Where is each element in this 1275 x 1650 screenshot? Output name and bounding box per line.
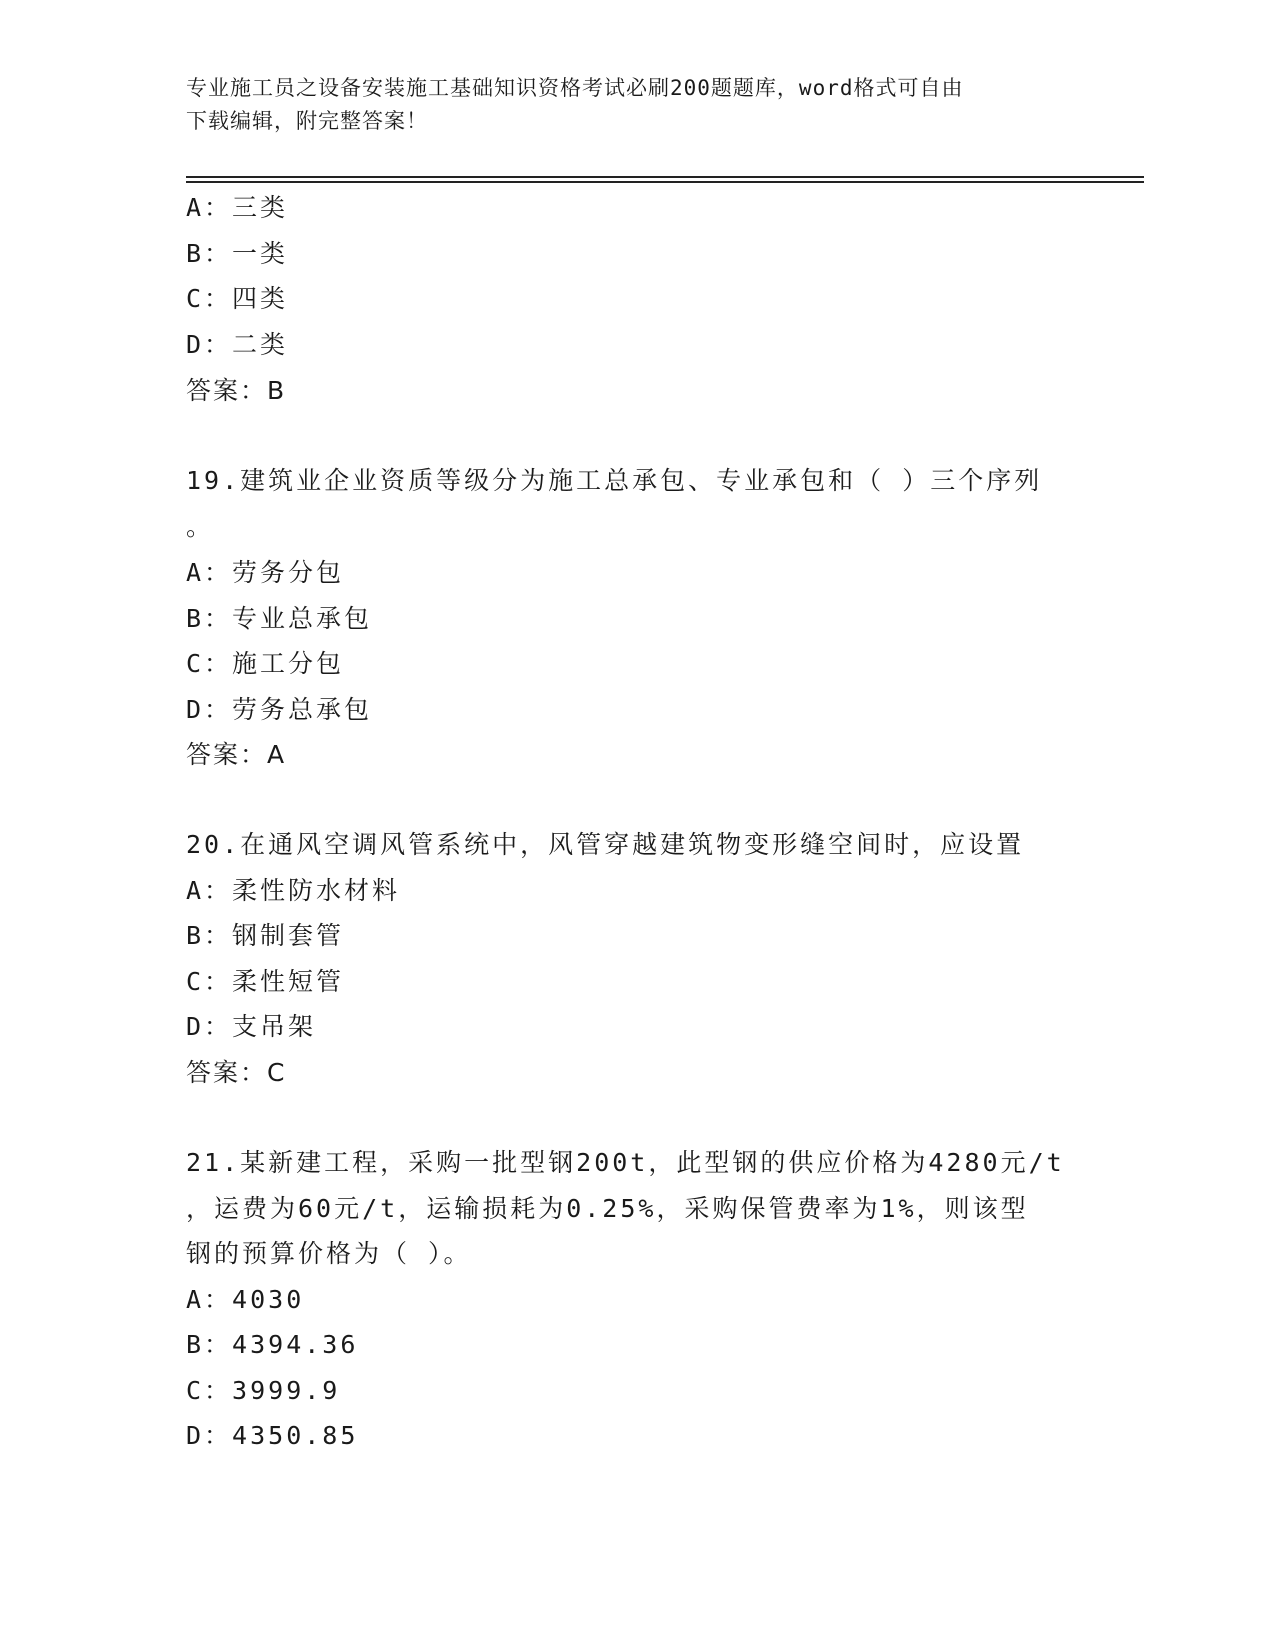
q20-option-d: D：支吊架 (186, 1012, 317, 1041)
header-divider-top (186, 176, 1144, 178)
q21-option-a: A：4030 (186, 1285, 305, 1314)
q19-option-b: B：专业总承包 (186, 604, 373, 633)
q20-answer: 答案：C (186, 1058, 287, 1087)
q20-stem-line-1: 20.在通风空调风管系统中，风管穿越建筑物变形缝空间时，应设置 (186, 830, 1025, 859)
q19-option-d: D：劳务总承包 (186, 695, 373, 724)
q18-option-c: C：四类 (186, 284, 289, 313)
q21-stem-line-2: ，运费为60元/t，运输损耗为0.25%，采购保管费率为1%，则该型 (186, 1194, 1029, 1223)
header-line-1: 专业施工员之设备安装施工基础知识资格考试必刷200题题库，word格式可自由 (186, 76, 964, 100)
q18-option-b: B：一类 (186, 239, 289, 268)
q18-option-a: A：三类 (186, 193, 289, 222)
q18-answer: 答案：B (186, 376, 287, 405)
q19-answer: 答案：A (186, 740, 287, 769)
q21-stem-line-3: 钢的预算价格为（ ）。 (186, 1239, 472, 1268)
q21-option-c: C：3999.9 (186, 1376, 341, 1405)
q19-option-a: A：劳务分包 (186, 558, 345, 587)
q19-stem-line-1: 19.建筑业企业资质等级分为施工总承包、专业承包和（ ）三个序列 (186, 466, 1043, 495)
document-header (186, 72, 1066, 138)
header-divider-bottom (186, 181, 1144, 183)
q19-stem-line-2: 。 (186, 512, 215, 541)
q20-option-c: C：柔性短管 (186, 967, 345, 996)
q19-option-c: C：施工分包 (186, 649, 345, 678)
q21-option-b: B：4394.36 (186, 1330, 359, 1359)
q20-option-a: A：柔性防水材料 (186, 876, 401, 905)
q18-option-d: D：二类 (186, 330, 289, 359)
q20-option-b: B：钢制套管 (186, 921, 345, 950)
q21-option-d: D：4350.85 (186, 1421, 359, 1450)
q21-stem-line-1: 21.某新建工程，采购一批型钢200t，此型钢的供应价格为4280元/t (186, 1148, 1065, 1177)
header-line-2: 下载编辑，附完整答案！ (186, 109, 428, 133)
